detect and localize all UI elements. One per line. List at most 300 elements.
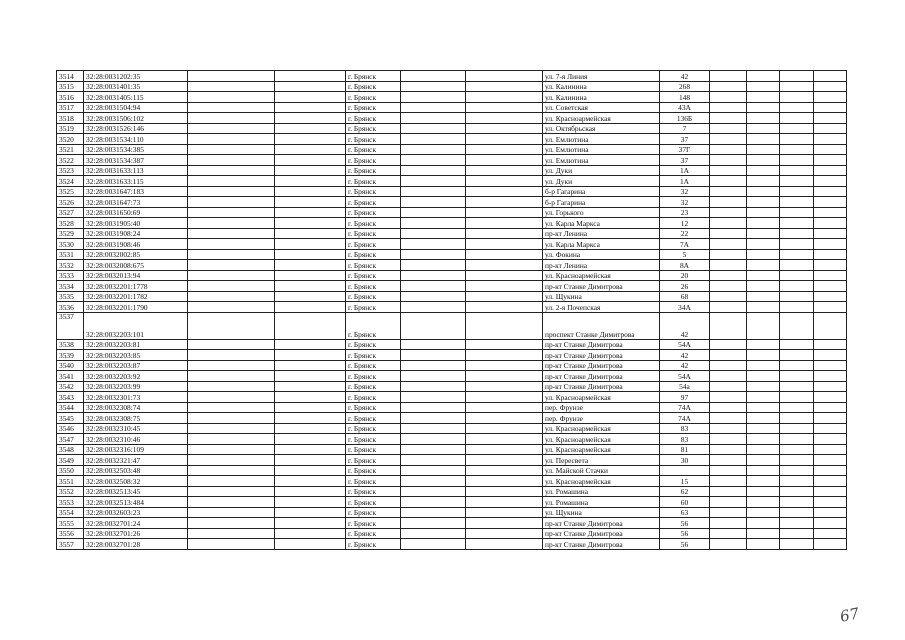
empty-cell <box>814 186 847 197</box>
empty-cell <box>188 92 275 103</box>
table-row <box>57 81 847 92</box>
table-row <box>57 249 847 260</box>
empty-cell <box>275 455 346 466</box>
empty-cell <box>747 165 780 176</box>
table-row <box>57 423 847 434</box>
table-row <box>57 539 847 550</box>
row-number-cell: 3555 <box>57 518 84 529</box>
house-number-cell: 12 <box>660 218 710 229</box>
empty-cell <box>780 123 814 134</box>
empty-cell <box>814 350 847 361</box>
empty-cell <box>814 302 847 313</box>
table-row <box>57 144 847 155</box>
empty-cell <box>814 144 847 155</box>
empty-cell <box>401 197 466 208</box>
city-cell: г. Брянск <box>346 228 401 239</box>
empty-cell <box>275 165 346 176</box>
empty-cell <box>710 228 747 239</box>
house-number-cell: 37 <box>660 134 710 145</box>
street-cell: ул. Ромашина <box>543 486 660 497</box>
empty-cell <box>814 260 847 271</box>
house-number-cell: 56 <box>660 518 710 529</box>
empty-cell <box>275 249 346 260</box>
empty-cell <box>780 444 814 455</box>
empty-cell <box>466 360 543 371</box>
empty-cell <box>188 260 275 271</box>
empty-cell <box>401 381 466 392</box>
cadastral-number-cell: 32:28:0032203:101 <box>84 312 188 339</box>
street-cell: пр-кт Станке Димитрова <box>543 371 660 382</box>
empty-cell <box>780 270 814 281</box>
row-number-cell: 3531 <box>57 249 84 260</box>
empty-cell <box>401 486 466 497</box>
row-number-cell: 3552 <box>57 486 84 497</box>
table-row <box>57 392 847 403</box>
empty-cell <box>710 371 747 382</box>
empty-cell <box>814 113 847 124</box>
row-number-cell: 3528 <box>57 218 84 229</box>
empty-cell <box>710 302 747 313</box>
empty-cell <box>188 71 275 82</box>
empty-cell <box>747 392 780 403</box>
empty-cell <box>814 155 847 166</box>
empty-cell <box>710 465 747 476</box>
empty-cell <box>814 291 847 302</box>
empty-cell <box>710 434 747 445</box>
cadastral-number-cell: 32:28:0032201:1790 <box>84 302 188 313</box>
street-cell: ул. Калинина <box>543 92 660 103</box>
house-number-cell: 37 <box>660 155 710 166</box>
row-number-cell: 3551 <box>57 476 84 487</box>
street-cell: пр-кт Ленина <box>543 260 660 271</box>
city-cell: г. Брянск <box>346 507 401 518</box>
street-cell: ул. Красноармейская <box>543 392 660 403</box>
empty-cell <box>710 402 747 413</box>
table-row <box>57 186 847 197</box>
street-cell: проспект Станке Димитрова <box>543 312 660 339</box>
empty-cell <box>814 434 847 445</box>
empty-cell <box>188 123 275 134</box>
house-number-cell: 268 <box>660 81 710 92</box>
table-row <box>57 339 847 350</box>
cadastral-number-cell: 32:28:0032513:45 <box>84 486 188 497</box>
empty-cell <box>188 249 275 260</box>
empty-cell <box>747 102 780 113</box>
empty-cell <box>401 228 466 239</box>
empty-cell <box>401 71 466 82</box>
empty-cell <box>188 144 275 155</box>
empty-cell <box>747 207 780 218</box>
row-number-cell: 3556 <box>57 528 84 539</box>
empty-cell <box>780 291 814 302</box>
empty-cell <box>814 207 847 218</box>
empty-cell <box>188 423 275 434</box>
empty-cell <box>780 218 814 229</box>
empty-cell <box>747 528 780 539</box>
empty-cell <box>814 371 847 382</box>
empty-cell <box>814 381 847 392</box>
empty-cell <box>275 465 346 476</box>
empty-cell <box>747 360 780 371</box>
city-cell: г. Брянск <box>346 81 401 92</box>
empty-cell <box>466 339 543 350</box>
empty-cell <box>188 113 275 124</box>
house-number-cell: 148 <box>660 92 710 103</box>
empty-cell <box>188 444 275 455</box>
empty-cell <box>814 228 847 239</box>
empty-cell <box>780 423 814 434</box>
empty-cell <box>466 155 543 166</box>
street-cell: пер. Фрунзе <box>543 402 660 413</box>
row-number-cell: 3548 <box>57 444 84 455</box>
table-row <box>57 71 847 82</box>
city-cell: г. Брянск <box>346 476 401 487</box>
empty-cell <box>401 312 466 339</box>
house-number-cell: 15 <box>660 476 710 487</box>
empty-cell <box>401 302 466 313</box>
street-cell: ул. Горького <box>543 207 660 218</box>
city-cell: г. Брянск <box>346 92 401 103</box>
empty-cell <box>466 434 543 445</box>
cadastral-number-cell: 32:28:0031401:35 <box>84 81 188 92</box>
empty-cell <box>188 218 275 229</box>
empty-cell <box>188 312 275 339</box>
empty-cell <box>747 413 780 424</box>
street-cell: пр-кт Станке Димитрова <box>543 350 660 361</box>
city-cell: г. Брянск <box>346 134 401 145</box>
empty-cell <box>710 392 747 403</box>
empty-cell <box>275 528 346 539</box>
empty-cell <box>401 239 466 250</box>
cadastral-number-cell: 32:28:0032503:48 <box>84 465 188 476</box>
empty-cell <box>814 102 847 113</box>
empty-cell <box>747 218 780 229</box>
empty-cell <box>401 413 466 424</box>
row-number-cell: 3553 <box>57 497 84 508</box>
empty-cell <box>747 144 780 155</box>
table-row <box>57 102 847 113</box>
house-number-cell: 43А <box>660 102 710 113</box>
house-number-cell: 1А <box>660 176 710 187</box>
empty-cell <box>710 539 747 550</box>
empty-cell <box>188 350 275 361</box>
empty-cell <box>747 312 780 339</box>
empty-cell <box>401 371 466 382</box>
empty-cell <box>401 528 466 539</box>
table-row <box>57 281 847 292</box>
empty-cell <box>188 476 275 487</box>
empty-cell <box>401 186 466 197</box>
empty-cell <box>814 413 847 424</box>
street-cell: ул. Красноармейская <box>543 423 660 434</box>
cadastral-number-cell: 32:28:0032316:109 <box>84 444 188 455</box>
city-cell: г. Брянск <box>346 102 401 113</box>
empty-cell <box>275 281 346 292</box>
city-cell: г. Брянск <box>346 113 401 124</box>
empty-cell <box>814 281 847 292</box>
empty-cell <box>780 360 814 371</box>
row-number-cell: 3521 <box>57 144 84 155</box>
empty-cell <box>188 539 275 550</box>
empty-cell <box>780 350 814 361</box>
city-cell: г. Брянск <box>346 239 401 250</box>
empty-cell <box>401 92 466 103</box>
empty-cell <box>401 392 466 403</box>
empty-cell <box>466 381 543 392</box>
cadastral-number-cell: 32:28:0032321:47 <box>84 455 188 466</box>
cadastral-number-cell: 32:28:0031506:102 <box>84 113 188 124</box>
empty-cell <box>780 281 814 292</box>
row-number-cell: 3540 <box>57 360 84 371</box>
table-row <box>57 381 847 392</box>
empty-cell <box>814 518 847 529</box>
house-number-cell: 62 <box>660 486 710 497</box>
empty-cell <box>710 476 747 487</box>
cadastral-number-cell: 32:28:0031908:24 <box>84 228 188 239</box>
row-number-cell: 3519 <box>57 123 84 134</box>
empty-cell <box>275 186 346 197</box>
city-cell: г. Брянск <box>346 497 401 508</box>
house-number-cell: 74А <box>660 413 710 424</box>
empty-cell <box>710 134 747 145</box>
empty-cell <box>188 302 275 313</box>
empty-cell <box>275 486 346 497</box>
empty-cell <box>747 518 780 529</box>
table-row <box>57 350 847 361</box>
empty-cell <box>814 71 847 82</box>
empty-cell <box>814 134 847 145</box>
row-number-cell: 3530 <box>57 239 84 250</box>
empty-cell <box>814 423 847 434</box>
empty-cell <box>275 518 346 529</box>
city-cell: г. Брянск <box>346 465 401 476</box>
empty-cell <box>710 207 747 218</box>
empty-cell <box>780 455 814 466</box>
row-number-cell: 3534 <box>57 281 84 292</box>
empty-cell <box>780 92 814 103</box>
empty-cell <box>401 444 466 455</box>
empty-cell <box>780 465 814 476</box>
empty-cell <box>780 381 814 392</box>
empty-cell <box>401 270 466 281</box>
house-number-cell: 54А <box>660 371 710 382</box>
city-cell: г. Брянск <box>346 539 401 550</box>
house-number-cell: 26 <box>660 281 710 292</box>
cadastral-number-cell: 32:28:0032002:85 <box>84 249 188 260</box>
empty-cell <box>747 476 780 487</box>
empty-cell <box>710 281 747 292</box>
empty-cell <box>466 281 543 292</box>
cadastral-number-cell: 32:28:0032301:73 <box>84 392 188 403</box>
empty-cell <box>747 486 780 497</box>
empty-cell <box>401 434 466 445</box>
empty-cell <box>747 339 780 350</box>
empty-cell <box>710 249 747 260</box>
empty-cell <box>780 176 814 187</box>
row-number-cell: 3544 <box>57 402 84 413</box>
street-cell: ул. Красноармейская <box>543 434 660 445</box>
city-cell: г. Брянск <box>346 518 401 529</box>
city-cell: г. Брянск <box>346 207 401 218</box>
row-number-cell: 3545 <box>57 413 84 424</box>
house-number-cell: 60 <box>660 497 710 508</box>
empty-cell <box>401 497 466 508</box>
empty-cell <box>747 444 780 455</box>
table-row <box>57 176 847 187</box>
city-cell: г. Брянск <box>346 302 401 313</box>
empty-cell <box>401 291 466 302</box>
empty-cell <box>747 423 780 434</box>
row-number-cell: 3538 <box>57 339 84 350</box>
empty-cell <box>275 402 346 413</box>
empty-cell <box>747 134 780 145</box>
city-cell: г. Брянск <box>346 218 401 229</box>
empty-cell <box>780 371 814 382</box>
table-row <box>57 123 847 134</box>
page-number-mark: 67 <box>838 604 861 626</box>
empty-cell <box>814 507 847 518</box>
cadastral-number-cell: 32:28:0032203:99 <box>84 381 188 392</box>
street-cell: ул. Карла Маркса <box>543 218 660 229</box>
cadastral-number-cell: 32:28:0032203:81 <box>84 339 188 350</box>
empty-cell <box>188 197 275 208</box>
city-cell: г. Брянск <box>346 528 401 539</box>
empty-cell <box>780 312 814 339</box>
row-number-cell: 3541 <box>57 371 84 382</box>
empty-cell <box>747 228 780 239</box>
empty-cell <box>401 539 466 550</box>
empty-cell <box>401 360 466 371</box>
table-row <box>57 360 847 371</box>
empty-cell <box>780 113 814 124</box>
row-number-cell: 3536 <box>57 302 84 313</box>
cadastral-number-cell: 32:28:0032203:85 <box>84 350 188 361</box>
empty-cell <box>188 465 275 476</box>
cadastral-number-cell: 32:28:0032201:1778 <box>84 281 188 292</box>
house-number-cell: 54а <box>660 381 710 392</box>
cadastral-number-cell: 32:28:0031405:115 <box>84 92 188 103</box>
row-number-cell: 3542 <box>57 381 84 392</box>
cadastral-number-cell: 32:28:0031650:69 <box>84 207 188 218</box>
house-number-cell: 81 <box>660 444 710 455</box>
empty-cell <box>780 302 814 313</box>
row-number-cell: 3514 <box>57 71 84 82</box>
empty-cell <box>188 371 275 382</box>
empty-cell <box>710 444 747 455</box>
empty-cell <box>188 102 275 113</box>
empty-cell <box>710 260 747 271</box>
street-cell: ул. Советская <box>543 102 660 113</box>
street-cell: б-р Гагарина <box>543 186 660 197</box>
empty-cell <box>466 123 543 134</box>
empty-cell <box>466 92 543 103</box>
empty-cell <box>710 497 747 508</box>
empty-cell <box>401 350 466 361</box>
city-cell: г. Брянск <box>346 312 401 339</box>
table-row <box>57 113 847 124</box>
empty-cell <box>780 507 814 518</box>
empty-cell <box>275 381 346 392</box>
empty-cell <box>814 465 847 476</box>
empty-cell <box>747 239 780 250</box>
empty-cell <box>275 392 346 403</box>
empty-cell <box>275 92 346 103</box>
empty-cell <box>401 260 466 271</box>
cadastral-number-cell: 32:28:0032203:92 <box>84 371 188 382</box>
empty-cell <box>275 123 346 134</box>
street-cell: ул. Ромашина <box>543 497 660 508</box>
empty-cell <box>747 291 780 302</box>
empty-cell <box>747 381 780 392</box>
city-cell: г. Брянск <box>346 381 401 392</box>
empty-cell <box>401 402 466 413</box>
empty-cell <box>275 144 346 155</box>
empty-cell <box>747 186 780 197</box>
empty-cell <box>747 92 780 103</box>
empty-cell <box>814 497 847 508</box>
cadastral-number-cell: 32:28:0031908:46 <box>84 239 188 250</box>
street-cell: ул. Пересвета <box>543 455 660 466</box>
empty-cell <box>780 155 814 166</box>
empty-cell <box>814 339 847 350</box>
empty-cell <box>466 518 543 529</box>
empty-cell <box>747 197 780 208</box>
house-number-cell: 136Б <box>660 113 710 124</box>
street-cell: ул. Щукина <box>543 507 660 518</box>
table-row <box>57 465 847 476</box>
empty-cell <box>188 176 275 187</box>
empty-cell <box>401 423 466 434</box>
street-cell: пр-кт Станке Димитрова <box>543 539 660 550</box>
empty-cell <box>466 476 543 487</box>
empty-cell <box>275 71 346 82</box>
city-cell: г. Брянск <box>346 444 401 455</box>
empty-cell <box>466 260 543 271</box>
empty-cell <box>710 381 747 392</box>
empty-cell <box>466 113 543 124</box>
empty-cell <box>710 186 747 197</box>
empty-cell <box>275 444 346 455</box>
empty-cell <box>710 350 747 361</box>
empty-cell <box>275 260 346 271</box>
cadastral-number-cell: 32:28:0031534:387 <box>84 155 188 166</box>
empty-cell <box>466 197 543 208</box>
street-cell: пр-кт Ленина <box>543 228 660 239</box>
empty-cell <box>401 123 466 134</box>
cadastral-number-cell: 32:28:0031504:94 <box>84 102 188 113</box>
city-cell: г. Брянск <box>346 186 401 197</box>
table-row <box>57 486 847 497</box>
street-cell: ул. Майской Стачки <box>543 465 660 476</box>
empty-cell <box>275 81 346 92</box>
empty-cell <box>401 518 466 529</box>
empty-cell <box>275 507 346 518</box>
street-cell: ул. Красноармейская <box>543 444 660 455</box>
row-number-cell: 3546 <box>57 423 84 434</box>
empty-cell <box>188 207 275 218</box>
city-cell: г. Брянск <box>346 291 401 302</box>
house-number-cell: 1А <box>660 165 710 176</box>
street-cell: ул. Калинина <box>543 81 660 92</box>
empty-cell <box>401 249 466 260</box>
empty-cell <box>275 155 346 166</box>
table-row <box>57 507 847 518</box>
table-row <box>57 291 847 302</box>
empty-cell <box>814 165 847 176</box>
empty-cell <box>466 144 543 155</box>
empty-cell <box>747 81 780 92</box>
empty-cell <box>466 81 543 92</box>
